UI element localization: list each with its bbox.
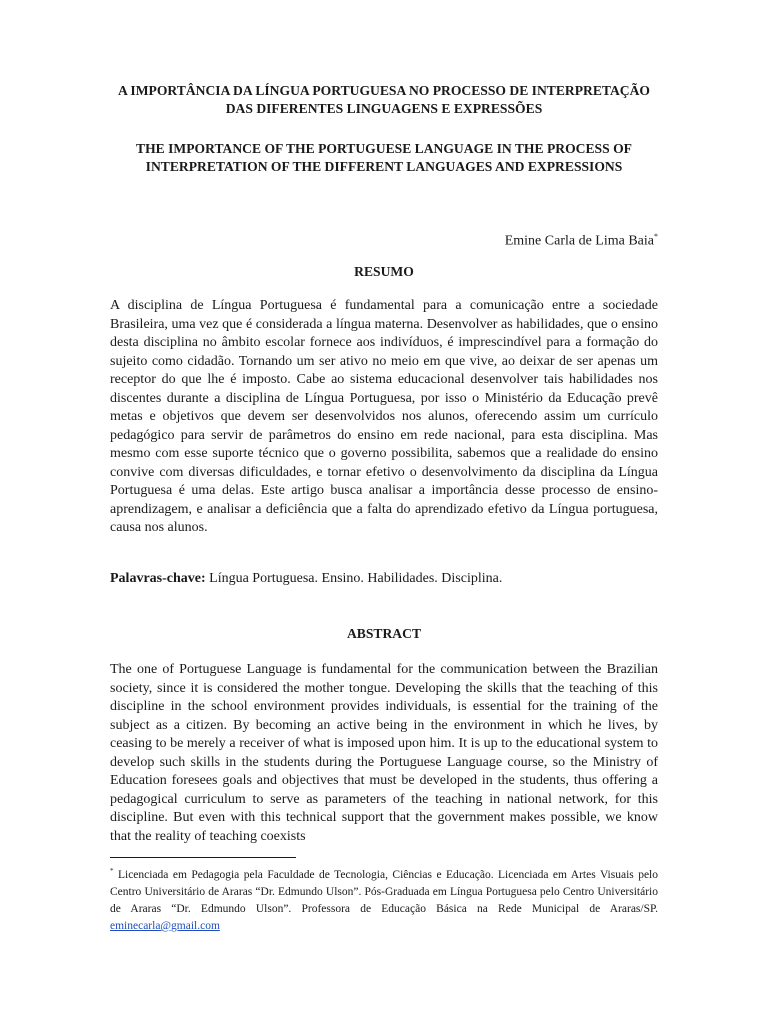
keywords xyxy=(110,570,658,588)
footnote-divider xyxy=(110,857,296,858)
title-portuguese: A IMPORTÂNCIA DA LÍNGUA PORTUGUESA NO PROCESSO DE INTERPRETAÇÃO DAS DIFERENTES LINGUAGENS E EXPRESSÕES xyxy=(117,83,651,116)
keywords-label: Palavras-chave: xyxy=(110,571,206,586)
author xyxy=(505,228,658,251)
author-name: Emine Carla de Lima Baia xyxy=(504,233,654,249)
title-english: THE IMPORTANCE OF THE PORTUGUESE LANGUAGE IN THE PROCESS OF INTERPRETATION OF THE DIFFERENT LANGUAGES AND EXPRESSIONS xyxy=(136,141,632,174)
footnote-text: Licenciada em Pedagogia pela Faculdade de Tecnologia, Ciências e Educação. Licenciada em Artes Visuais pelo Centro Universitário de Araras “Dr. Edmundo Ulson”. Pós-Graduada em Língua Portuguesa pelo Centro Universitário de Araras “Dr. Edmundo Ulson”. Professora de Educação Básica na Rede Municipal de Araras/SP. xyxy=(110,868,659,915)
resumo-heading: RESUMO xyxy=(354,264,414,279)
keywords-list: Língua Portuguesa. Ensino. Habilidades. Disciplina. xyxy=(209,571,503,586)
abstract-heading: ABSTRACT xyxy=(346,626,422,641)
author-footnote-marker: * xyxy=(654,232,658,241)
author-email-link[interactable]: eminecarla@gmail.com xyxy=(110,919,220,932)
resumo-body: A disciplina de Língua Portuguesa é fundamental para a comunicação entre a sociedade Brasileira, uma vez que é considerada a língua materna. Desenvolver as habilidades, que o ensino desta disciplina no âmbito escolar fornece aos indivíduos, é imprescindível para a formação do sujeito como cidadão. Tornando um ser ativo no meio em que vive, ao deixar de ser apenas um receptor do que lhe é imposto. Cabe ao sistema educacional desenvolver tais habilidades nos discentes durante a disciplina de Língua Portuguesa, por isso o Ministério da Educação prevê metas e objetivos que devem ser desenvolvidos nos alunos, oferecendo assim um currículo pedagógico para servir de parâmetros do ensino em rede nacional, para esta disciplina. Mas mesmo com esse suporte técnico que o governo possibilita, sabemos que a realidade do ensino convive com diversas dificuldades, e tornar efetivo o desenvolvimento da disciplina da Língua Portuguesa é uma delas. Este artigo busca analisar a importância desse processo de ensino-aprendizagem, e analisar a deficiência que a falta do aprendizado efetivo da Língua portuguesa, causa nos alunos. xyxy=(110,298,658,535)
abstract-body: The one of Portuguese Language is fundamental for the communication between the Brazilian society, since it is considered the mother tongue. Developing the skills that the teaching of this discipline in the school environment provides individuals, is essential for the training of the subject as a citizen. By becoming an active being in the environment in which he lives, by ceasing to be merely a receiver of what is imposed upon him. It is up to the educational system to develop such skills in the students during the Portuguese Language course, so the Ministry of Education foresees goals and objectives that must be developed in the students, thus offering a pedagogical curriculum to serve as parameters of the teaching in national network, for this discipline. But even with this technical support that the government makes possible, we know that the reality of teaching coexists xyxy=(110,662,658,844)
footnote xyxy=(110,863,658,935)
footnote-marker: * xyxy=(110,867,114,875)
